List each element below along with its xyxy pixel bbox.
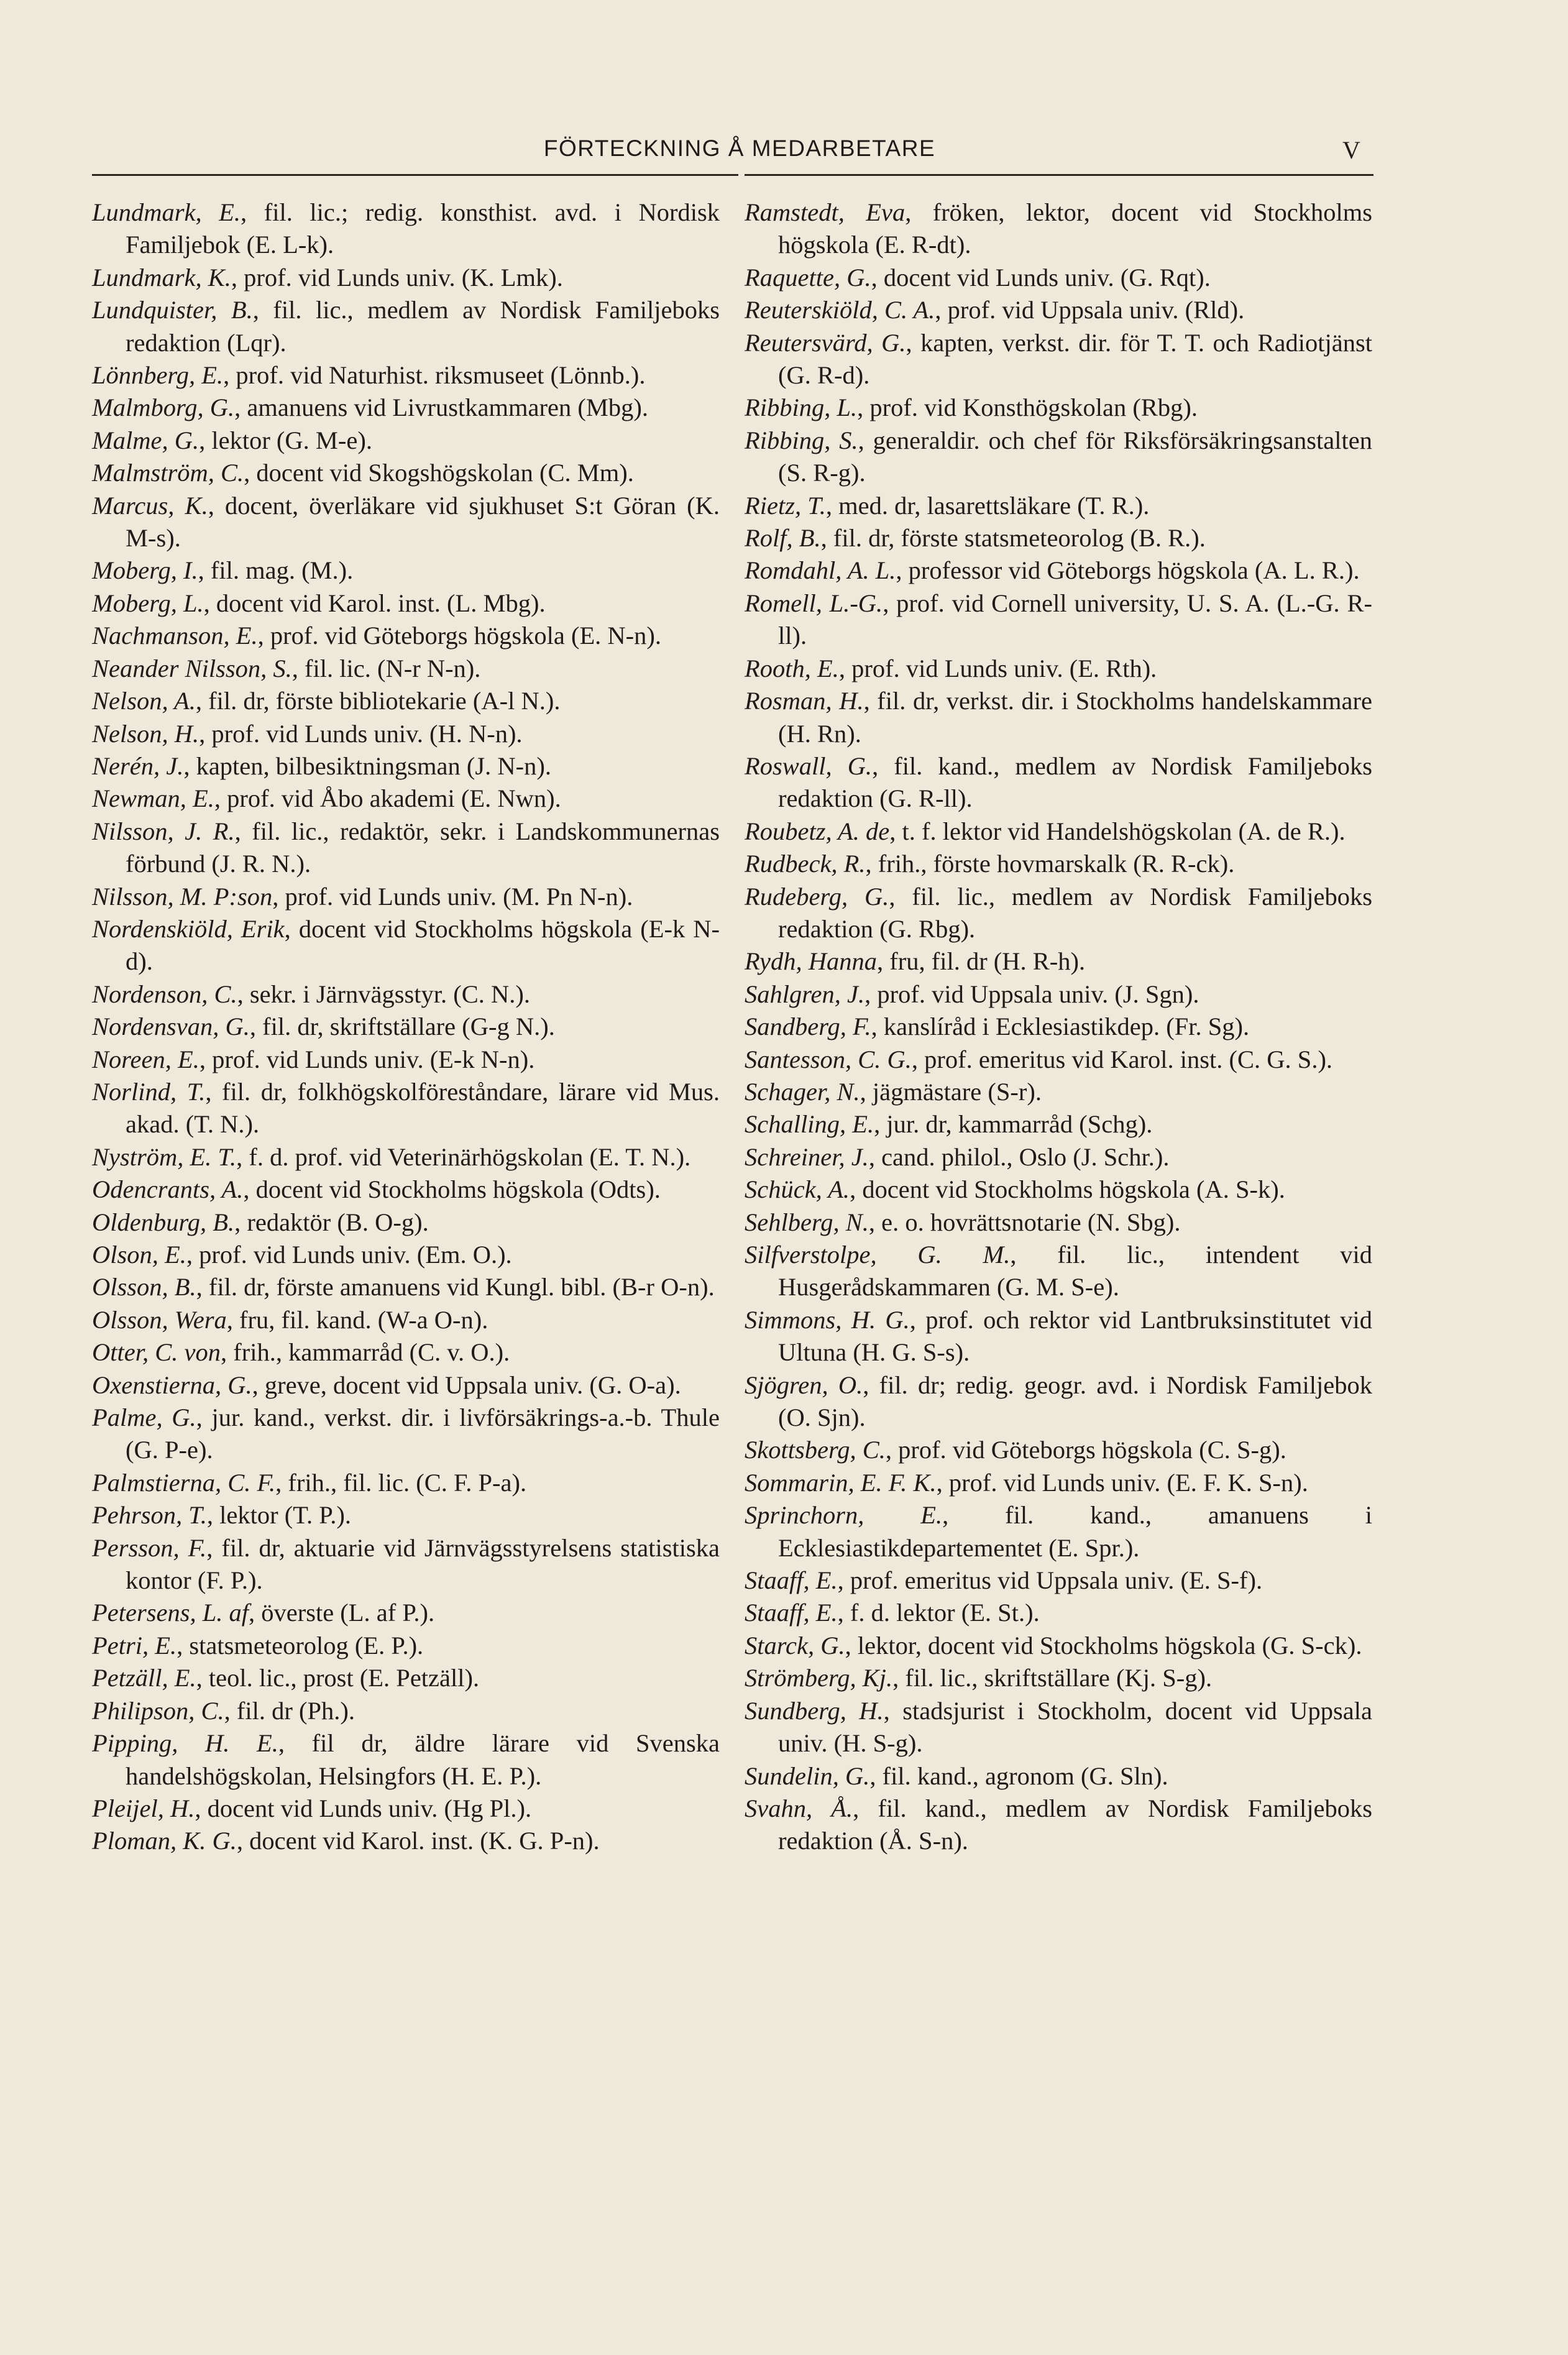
- contributor-name: Sundberg, H.: [745, 1696, 884, 1725]
- contributor-entry: [92, 1467, 720, 1499]
- contributor-entry: [745, 1793, 1372, 1858]
- contributor-entry: [92, 392, 720, 424]
- contributor-name: Ribbing, S.: [745, 426, 858, 454]
- contributor-name: Petri, E.: [92, 1631, 177, 1660]
- contributor-name: Olsson, Wera: [92, 1305, 227, 1334]
- contributor-entry: [92, 294, 720, 359]
- contributor-entry: [745, 425, 1372, 490]
- contributor-description: , docent, överläkare vid sjukhuset S:t Göran (K. M-s).: [126, 491, 720, 553]
- contributor-entry: [745, 1141, 1372, 1173]
- contributor-description: , fil. mag. (M.).: [198, 556, 354, 585]
- header-rule-right: [745, 174, 1373, 176]
- contributor-name: Staaff, E.: [745, 1599, 838, 1627]
- contributor-description: , fil. dr, förste statsmeteorolog (B. R.).: [820, 524, 1206, 553]
- contributor-name: Schück, A.: [745, 1175, 850, 1204]
- contributor-entry: [92, 1076, 720, 1141]
- contributor-entry: [745, 1597, 1372, 1629]
- contributor-description: , fröken, lektor, docent vid Stockholms högskola (E. R-dt).: [778, 198, 1372, 259]
- contributor-name: Nilsson, M. P:son: [92, 882, 273, 911]
- contributor-name: Pleijel, H.: [92, 1794, 195, 1822]
- contributor-entry: [92, 262, 720, 294]
- contributor-entry: [92, 457, 720, 489]
- contributor-name: Nordenskiöld, Erik: [92, 914, 285, 943]
- contributor-description: , prof. vid Lunds univ. (Em. O.).: [186, 1241, 512, 1269]
- contributor-description: , e. o. hovrättsnotarie (N. Sbg).: [868, 1208, 1181, 1236]
- contributor-name: Sommarin, E. F. K.: [745, 1468, 937, 1497]
- contributor-description: , fil dr, äldre lärare vid Svenska handelshögskolan, Helsingfors (H. E. P.).: [126, 1729, 720, 1790]
- contributor-name: Rosman, H.: [745, 687, 864, 715]
- contributor-entry: [92, 913, 720, 978]
- contributor-description: , prof. vid Lunds univ. (K. Lmk).: [231, 263, 563, 292]
- contributor-name: Malme, G.: [92, 426, 199, 454]
- contributor-name: Roswall, G.: [745, 751, 873, 780]
- contributor-entry: [92, 1011, 720, 1043]
- contributor-description: , prof. vid Lunds univ. (E. Rth).: [838, 654, 1157, 682]
- contributor-name: Raquette, G.: [745, 263, 871, 292]
- contributor-entry: [745, 815, 1372, 848]
- contributor-description: , lektor (T. P.).: [206, 1501, 351, 1530]
- contributor-name: Nordensvan, G.: [92, 1012, 250, 1041]
- contributor-name: Nerén, J.: [92, 751, 184, 780]
- contributor-description: , docent vid Stockholms högskola (E-k N-d).: [126, 914, 720, 976]
- contributor-description: , fil. lic. (N-r N-n).: [291, 654, 481, 682]
- contributor-name: Ramstedt, Eva: [745, 198, 905, 226]
- contributor-entry: [745, 1630, 1372, 1662]
- contributor-name: Nyström, E. T.: [92, 1142, 237, 1171]
- contributor-name: Ribbing, L.: [745, 393, 858, 422]
- contributor-name: Starck, G.: [745, 1631, 845, 1660]
- contributor-description: , lektor (G. M-e).: [199, 426, 373, 454]
- contributor-name: Strömberg, Kj.: [745, 1664, 893, 1692]
- contributor-name: Romdahl, A. L.: [745, 556, 896, 585]
- contributor-name: Pehrson, T.: [92, 1501, 207, 1530]
- contributor-entry: [92, 881, 720, 913]
- contributor-description: , prof. vid Uppsala univ. (Rld).: [935, 296, 1245, 324]
- contributor-description: , fil. dr, förste bibliotekarie (A-l N.).: [195, 687, 561, 715]
- contributor-entry: [745, 490, 1372, 522]
- contributor-entry: [745, 881, 1372, 946]
- contributor-description: , fru, fil. dr (H. R-h).: [876, 947, 1086, 976]
- contributor-name: Roubetz, A. de: [745, 817, 890, 845]
- contributor-entry: [745, 522, 1372, 554]
- contributor-description: , prof. vid Lunds univ. (M. Pn N-n).: [272, 882, 633, 911]
- contributor-name: Olsson, B.: [92, 1273, 196, 1301]
- contributor-entry: [745, 1304, 1372, 1369]
- contributor-name: Lundmark, K.: [92, 263, 231, 292]
- contributor-entry: [92, 750, 720, 783]
- contributor-entry: [92, 1662, 720, 1694]
- contributor-name: Sandberg, F.: [745, 1012, 871, 1041]
- contributor-name: Palmstierna, C. F.: [92, 1468, 276, 1497]
- contributor-description: , fil. dr, förste amanuens vid Kungl. bibl. (B-r O-n).: [196, 1273, 715, 1301]
- contributor-description: , prof. vid Åbo akademi (E. Nwn).: [214, 784, 561, 813]
- contributor-description: , docent vid Stockholms högskola (A. S-k).: [850, 1175, 1285, 1204]
- contributor-name: Malmborg, G.: [92, 393, 235, 422]
- contributor-entry: [745, 978, 1372, 1011]
- contributor-entry: [745, 554, 1372, 587]
- contributor-description: , prof. vid Naturhist. riksmuseet (Lönnb.).: [223, 361, 646, 390]
- contributor-entry: [92, 620, 720, 652]
- contributor-name: Rooth, E.: [745, 654, 839, 682]
- contributor-entry: [745, 1467, 1372, 1499]
- contributor-entry: [745, 1662, 1372, 1694]
- contributor-description: , f. d. lektor (E. St.).: [837, 1599, 1040, 1627]
- contributor-description: , jur. dr, kammarråd (Schg).: [874, 1110, 1153, 1139]
- contributor-entry: [92, 1793, 720, 1825]
- contributor-description: , fil. lic., medlem av Nordisk Familjeboks redaktion (G. Rbg).: [778, 882, 1372, 943]
- contributor-name: Schreiner, J.: [745, 1142, 869, 1171]
- contributor-description: , amanuens vid Livrustkammaren (Mbg).: [234, 393, 648, 422]
- contributor-entry: [745, 685, 1372, 750]
- contributor-description: , fil. lic.; redig. konsthist. avd. i Nordisk Familjebok (E. L-k).: [126, 198, 720, 259]
- contributor-description: , fru, fil. kand. (W-a O-n).: [226, 1305, 488, 1334]
- contributor-entry: [92, 1597, 720, 1629]
- contributor-description: , statsmeteorolog (E. P.).: [177, 1631, 424, 1660]
- contributor-description: , teol. lic., prost (E. Petzäll).: [196, 1664, 480, 1692]
- contributor-entry: [92, 1630, 720, 1662]
- contributor-name: Pipping, H. E.: [92, 1729, 278, 1758]
- contributor-name: Norlind, T.: [92, 1077, 206, 1106]
- contributor-name: Marcus, K.: [92, 491, 208, 520]
- contributor-name: Staaff, E.: [745, 1566, 838, 1595]
- contributor-description: , fil. lic., skriftställare (Kj. S-g).: [892, 1664, 1213, 1692]
- contributor-name: Rydh, Hanna: [745, 947, 877, 976]
- contributor-name: Philipson, C.: [92, 1696, 224, 1725]
- contributor-name: Schalling, E.: [745, 1110, 874, 1139]
- contributor-entry: [92, 815, 720, 881]
- contributor-description: , prof. vid Cornell university, U. S. A. (L.-G. R-ll).: [778, 589, 1372, 650]
- contributor-description: , prof. och rektor vid Lantbruksinstitutet vid Ultuna (H. G. S-s).: [778, 1305, 1372, 1367]
- contributor-name: Svahn, Å.: [745, 1794, 853, 1822]
- contributor-name: Romell, L.-G.: [745, 589, 883, 617]
- contributor-description: , fil. kand., agronom (G. Sln).: [869, 1761, 1168, 1790]
- contributor-entry: [92, 783, 720, 815]
- contributor-description: , fil. kand., medlem av Nordisk Familjeboks redaktion (G. R-ll).: [778, 751, 1372, 813]
- contributor-name: Lundmark, E.: [92, 198, 241, 226]
- contributor-description: , fil. kand., amanuens i Ecklesiastikdepartementet (E. Spr.).: [778, 1501, 1372, 1562]
- contributor-name: Olson, E.: [92, 1241, 186, 1269]
- contributor-description: , prof. vid Lunds univ. (H. N-n).: [199, 719, 523, 748]
- contributor-name: Santesson, C. G.: [745, 1045, 912, 1073]
- contributor-description: , prof. vid Lunds univ. (E. F. K. S-n).: [936, 1468, 1308, 1497]
- contributor-description: , med. dr, lasarettsläkare (T. R.).: [825, 491, 1150, 520]
- contributor-name: Sjögren, O.: [745, 1370, 863, 1399]
- contributor-description: , stadsjurist i Stockholm, docent vid Uppsala univ. (H. S-g).: [778, 1696, 1372, 1758]
- contributor-description: , fil. dr, aktuarie vid Järnvägsstyrelsens statistiska kontor (F. P.).: [126, 1533, 720, 1595]
- contributor-description: , fil. dr, folkhögskolföreståndare, lärare vid Mus. akad. (T. N.).: [126, 1077, 720, 1139]
- contributor-description: , redaktör (B. O-g).: [234, 1208, 429, 1236]
- contributor-name: Rolf, B.: [745, 524, 821, 553]
- contributor-entry: [92, 425, 720, 457]
- contributor-entry: [92, 1206, 720, 1239]
- contributor-name: Ploman, K. G.: [92, 1827, 237, 1855]
- contributor-entry: [745, 327, 1372, 392]
- contributors-column-left: [92, 196, 720, 1858]
- contributor-name: Schager, N.: [745, 1077, 860, 1106]
- contributor-name: Sehlberg, N.: [745, 1208, 869, 1236]
- contributor-entry: [92, 978, 720, 1011]
- contributor-name: Lundquister, B.: [92, 296, 253, 324]
- contributor-entry: [745, 1369, 1372, 1435]
- contributor-entry: [745, 750, 1372, 815]
- contributor-description: , jägmästare (S-r).: [860, 1077, 1042, 1106]
- contributor-name: Otter, C. von: [92, 1338, 221, 1367]
- contributor-name: Simmons, H. G.: [745, 1305, 910, 1334]
- contributor-description: , docent vid Lunds univ. (Hg Pl.).: [195, 1794, 532, 1822]
- contributor-name: Sprinchorn, E.: [745, 1501, 943, 1530]
- contributor-entry: [745, 848, 1372, 880]
- contributor-entry: [745, 1564, 1372, 1597]
- contributor-entry: [92, 1727, 720, 1793]
- contributor-name: Skottsberg, C.: [745, 1436, 886, 1464]
- contributor-name: Petersens, L. af: [92, 1599, 249, 1627]
- contributor-description: , cand. philol., Oslo (J. Schr.).: [868, 1142, 1170, 1171]
- contributor-name: Silfverstolpe, G. M.: [745, 1241, 1011, 1269]
- contributor-entry: [92, 1402, 720, 1467]
- contributor-entry: [745, 392, 1372, 424]
- contributor-entry: [745, 653, 1372, 685]
- contributor-entry: [92, 1141, 720, 1173]
- contributor-description: , docent vid Lunds univ. (G. Rqt).: [871, 263, 1211, 292]
- contributor-description: , fil. dr; redig. geogr. avd. i Nordisk Familjebok (O. Sjn).: [778, 1370, 1372, 1432]
- header-rule-left: [92, 174, 738, 176]
- contributor-entry: [92, 1825, 720, 1857]
- contributor-name: Noreen, E.: [92, 1045, 199, 1073]
- contributor-description: , docent vid Skogshögskolan (C. Mm).: [244, 459, 634, 487]
- contributor-description: , kapten, bilbesiktningsman (J. N-n).: [183, 751, 551, 780]
- contributor-entry: [745, 1108, 1372, 1141]
- contributor-entry: [92, 685, 720, 717]
- contributor-description: , fil. lic., medlem av Nordisk Familjeboks redaktion (Lqr).: [126, 296, 720, 357]
- contributor-description: , prof. vid Uppsala univ. (J. Sgn).: [864, 980, 1199, 1008]
- contributor-name: Lönnberg, E.: [92, 361, 224, 390]
- contributor-description: , frih., kammarråd (C. v. O.).: [221, 1338, 510, 1367]
- contributor-entry: [745, 1044, 1372, 1076]
- contributor-name: Oldenburg, B.: [92, 1208, 235, 1236]
- contributor-description: , frih., förste hovmarskalk (R. R-ck).: [865, 850, 1235, 878]
- contributor-name: Malmström, C.: [92, 459, 244, 487]
- contributor-entry: [92, 1304, 720, 1336]
- contributor-description: , prof. emeritus vid Karol. inst. (C. G. S.).: [911, 1045, 1333, 1073]
- contributor-entry: [745, 1173, 1372, 1206]
- contributor-name: Nelson, A.: [92, 687, 196, 715]
- contributor-name: Nilsson, J. R.: [92, 817, 235, 845]
- contributor-description: , fil. dr, verkst. dir. i Stockholms handelskammare (H. Rn).: [778, 687, 1372, 748]
- contributor-entry: [745, 945, 1372, 978]
- contributor-description: , sekr. i Järnvägsstyr. (C. N.).: [237, 980, 530, 1008]
- contributor-entry: [92, 1271, 720, 1303]
- contributors-column-right: [745, 196, 1372, 1858]
- contributor-description: , docent vid Stockholms högskola (Odts).: [243, 1175, 661, 1204]
- contributor-entry: [745, 1760, 1372, 1793]
- contributor-entry: [92, 196, 720, 262]
- contributor-name: Rudeberg, G.: [745, 882, 889, 911]
- contributor-description: , generaldir. och chef för Riksförsäkringsanstalten (S. R-g).: [778, 426, 1372, 487]
- contributor-name: Moberg, I.: [92, 556, 198, 585]
- contributor-name: Palme, G.: [92, 1403, 196, 1432]
- contributor-entry: [745, 294, 1372, 326]
- contributor-description: , kapten, verkst. dir. för T. T. och Radiotjänst (G. R-d).: [778, 328, 1373, 390]
- contributor-description: , jur. kand., verkst. dir. i livförsäkrings-a.-b. Thule (G. P-e).: [126, 1403, 720, 1464]
- contributor-entry: [92, 490, 720, 555]
- contributor-entry: [92, 1369, 720, 1402]
- contributor-entry: [745, 1011, 1372, 1043]
- contributor-description: , kanslíråd i Ecklesiastikdep. (Fr. Sg).: [871, 1012, 1250, 1041]
- contributor-description: , fil. dr, skriftställare (G-g N.).: [249, 1012, 555, 1041]
- contributor-entry: [92, 1239, 720, 1271]
- contributor-name: Rietz, T.: [745, 491, 826, 520]
- contributor-entry: [745, 1695, 1372, 1760]
- contributor-entry: [92, 1044, 720, 1076]
- contributor-entry: [745, 1206, 1372, 1239]
- contributor-name: Persson, F.: [92, 1533, 207, 1562]
- contributor-entry: [745, 587, 1372, 653]
- contributor-description: , t. f. lektor vid Handelshögskolan (A. de R.).: [889, 817, 1346, 845]
- contributor-entry: [92, 1695, 720, 1727]
- contributor-description: , prof. vid Göteborgs högskola (C. S-g).: [885, 1436, 1286, 1464]
- contributor-description: , docent vid Karol. inst. (K. G. P-n).: [236, 1827, 600, 1855]
- contributor-entry: [92, 718, 720, 750]
- contributor-entry: [745, 1239, 1372, 1304]
- contributor-description: , överste (L. af P.).: [248, 1599, 435, 1627]
- contributor-name: Rudbeck, R.: [745, 850, 866, 878]
- contributor-name: Reutersvärd, G.: [745, 328, 906, 357]
- contributor-entry: [745, 1434, 1372, 1466]
- contributor-name: Moberg, L.: [92, 589, 204, 617]
- contributor-description: , fil. dr (Ph.).: [224, 1696, 355, 1725]
- contributor-name: Sahlgren, J.: [745, 980, 865, 1008]
- contributor-description: , f. d. prof. vid Veterinärhögskolan (E. T. N.).: [236, 1142, 691, 1171]
- contributor-name: Nordenson, C.: [92, 980, 237, 1008]
- contributor-description: , professor vid Göteborgs högskola (A. L. R.).: [896, 556, 1360, 585]
- contributor-name: Neander Nilsson, S.: [92, 654, 292, 682]
- contributor-entry: [92, 1173, 720, 1206]
- contributor-description: , frih., fil. lic. (C. F. P-a).: [275, 1468, 527, 1497]
- contributor-name: Petzäll, E.: [92, 1664, 196, 1692]
- contributor-description: , prof. emeritus vid Uppsala univ. (E. S-f).: [837, 1566, 1263, 1595]
- contributor-description: , docent vid Karol. inst. (L. Mbg).: [203, 589, 546, 617]
- contributor-name: Nachmanson, E.: [92, 622, 258, 650]
- contributor-name: Reuterskiöld, C. A.: [745, 296, 935, 324]
- contributor-description: , fil. kand., medlem av Nordisk Familjeboks redaktion (Å. S-n).: [778, 1794, 1372, 1855]
- contributor-description: , fil. lic., redaktör, sekr. i Landskommunernas förbund (J. R. N.).: [126, 817, 720, 878]
- contributor-entry: [745, 262, 1372, 294]
- contributor-entry: [92, 653, 720, 685]
- contributor-name: Odencrants, A.: [92, 1175, 244, 1204]
- contributor-name: Oxenstierna, G.: [92, 1370, 252, 1399]
- contributor-entry: [745, 1076, 1372, 1108]
- contributor-description: , prof. vid Lunds univ. (E-k N-n).: [199, 1045, 535, 1073]
- running-title: FÖRTECKNING Å MEDARBETARE: [543, 135, 936, 161]
- contributor-entry: [92, 554, 720, 587]
- contributor-entry: [92, 1336, 720, 1369]
- contributor-name: Newman, E.: [92, 784, 214, 813]
- contributor-description: , prof. vid Konsthögskolan (Rbg).: [857, 393, 1198, 422]
- contributor-description: , prof. vid Göteborgs högskola (E. N-n).: [257, 622, 662, 650]
- contributor-description: , lektor, docent vid Stockholms högskola (G. S-ck).: [845, 1631, 1362, 1660]
- contributor-entry: [745, 196, 1372, 262]
- contributor-entry: [92, 1499, 720, 1531]
- contributor-description: , greve, docent vid Uppsala univ. (G. O-a).: [252, 1370, 681, 1399]
- contributor-name: Sundelin, G.: [745, 1761, 870, 1790]
- contributor-name: Nelson, H.: [92, 719, 199, 748]
- contributor-entry: [92, 359, 720, 392]
- page-number: V: [1342, 136, 1360, 164]
- contributor-entry: [745, 1499, 1372, 1564]
- page-header: [0, 135, 1568, 173]
- contributor-entry: [92, 1532, 720, 1597]
- contributor-entry: [92, 587, 720, 620]
- contributor-description: , fil. lic., intendent vid Husgerådskammaren (G. M. S-e).: [778, 1241, 1372, 1301]
